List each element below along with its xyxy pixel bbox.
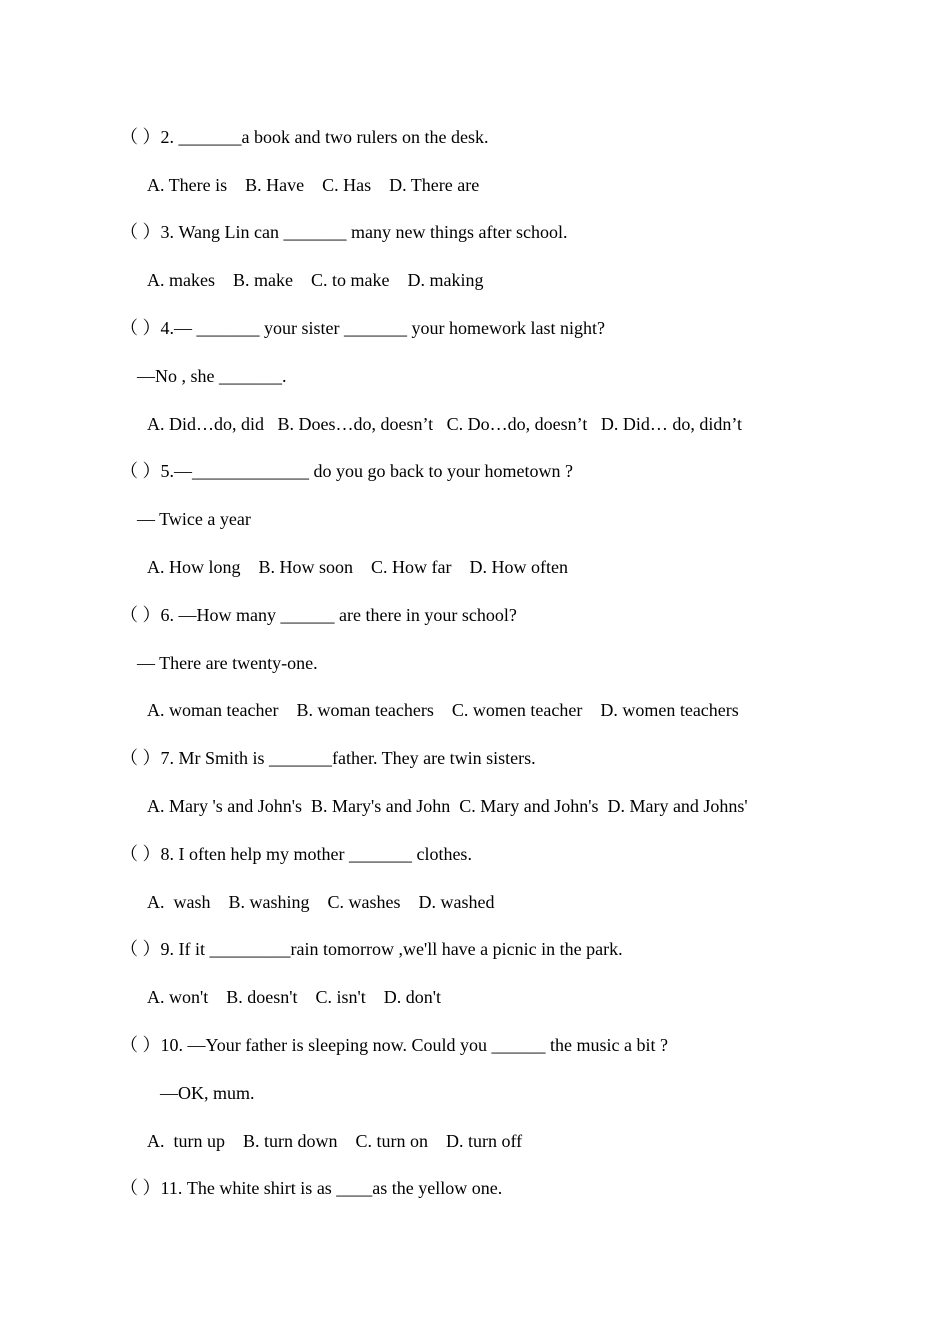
options-7: A. Mary 's and John's B. Mary's and John C. Mary and John's D. Mary and Johns' — [147, 796, 748, 816]
question-9: （ ）9. If it _________rain tomorrow ,we'll have a picnic in the park. — [120, 939, 623, 959]
answer-line-5: — Twice a year — [137, 509, 251, 529]
question-3: （ ）3. Wang Lin can _______ many new things after school. — [120, 222, 568, 242]
options-9: A. won't B. doesn't C. isn't D. don't — [147, 987, 441, 1007]
question-10: （ ）10. —Your father is sleeping now. Could you ______ the music a bit ? — [120, 1035, 668, 1055]
options-2: A. There is B. Have C. Has D. There are — [147, 175, 480, 195]
options-6: A. woman teacher B. woman teachers C. women teacher D. women teachers — [147, 700, 739, 720]
answer-line-10: —OK, mum. — [160, 1083, 255, 1103]
options-4: A. Did…do, did B. Does…do, doesn’t C. Do…do, doesn’t D. Did… do, didn’t — [147, 414, 743, 434]
question-4: （ ）4.— _______ your sister _______ your homework last night? — [120, 318, 605, 338]
question-2: （ ）2. _______a book and two rulers on the desk. — [120, 127, 489, 147]
options-3: A. makes B. make C. to make D. making — [147, 270, 484, 290]
options-5: A. How long B. How soon C. How far D. How often — [147, 557, 568, 577]
options-8: A. wash B. washing C. washes D. washed — [147, 892, 495, 912]
answer-line-6: — There are twenty-one. — [137, 653, 318, 673]
question-8: （ ）8. I often help my mother _______ clothes. — [120, 844, 472, 864]
options-10: A. turn up B. turn down C. turn on D. turn off — [147, 1131, 523, 1151]
question-7: （ ）7. Mr Smith is _______father. They are twin sisters. — [120, 748, 536, 768]
question-5: （ ）5.—_____________ do you go back to your hometown ? — [120, 461, 573, 481]
question-6: （ ）6. —How many ______ are there in your school? — [120, 605, 517, 625]
question-11: （ ）11. The white shirt is as ____as the yellow one. — [120, 1178, 503, 1198]
answer-line-4: —No , she _______. — [137, 366, 287, 386]
